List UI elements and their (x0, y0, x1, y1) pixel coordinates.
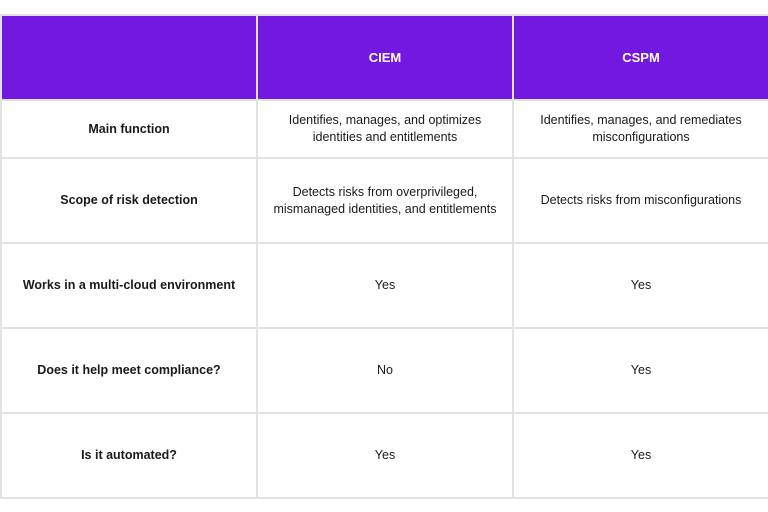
ciem-cell: Yes (257, 413, 513, 498)
row-label-automated: Is it automated? (1, 413, 257, 498)
table-row (1, 243, 768, 328)
comparison-table-container (0, 14, 768, 499)
row-label-multi-cloud: Works in a multi-cloud environment (1, 243, 257, 328)
cspm-cell: Identifies, manages, and remediates misconfigurations (513, 100, 768, 158)
cspm-cell: Detects risks from misconfigurations (513, 158, 768, 243)
ciem-cell: No (257, 328, 513, 413)
row-label-main-function: Main function (1, 100, 257, 158)
table-row (1, 158, 768, 243)
cspm-cell: Yes (513, 328, 768, 413)
ciem-cell: Detects risks from overprivileged, mismanaged identities, and entitlements (257, 158, 513, 243)
table-row (1, 413, 768, 498)
cspm-cell: Yes (513, 413, 768, 498)
cspm-cell: Yes (513, 243, 768, 328)
table-header-row (1, 15, 768, 100)
ciem-cell: Yes (257, 243, 513, 328)
row-label-scope-of-risk-detection: Scope of risk detection (1, 158, 257, 243)
ciem-vs-cspm-table (0, 14, 768, 499)
header-cspm: CSPM (513, 15, 768, 100)
ciem-cell: Identifies, manages, and optimizes identities and entitlements (257, 100, 513, 158)
table-row (1, 328, 768, 413)
table-row (1, 100, 768, 158)
header-ciem: CIEM (257, 15, 513, 100)
header-empty-cell (1, 15, 257, 100)
row-label-compliance: Does it help meet compliance? (1, 328, 257, 413)
